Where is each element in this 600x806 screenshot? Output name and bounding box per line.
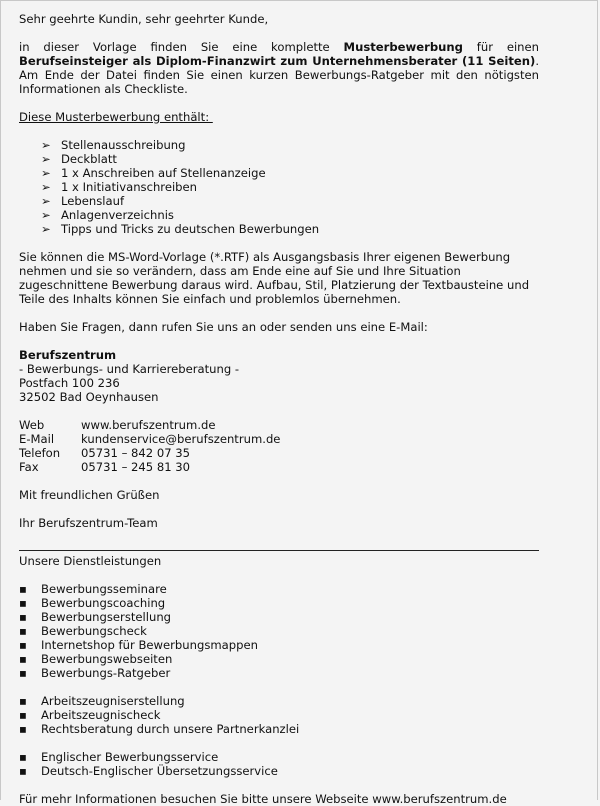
list-item-text: Bewerbungsseminare: [41, 582, 167, 596]
company-tagline: - Bewerbungs- und Karriereberatung -: [19, 362, 240, 376]
intro-text: . Am Ende der Datei finden Sie einen kurzen Bewerbungs-Ratgeber mit den nötigsten Informationen als Checkliste.: [19, 54, 539, 96]
list-item: [19, 180, 597, 194]
list-item-text: Anlagenverzeichnis: [61, 208, 174, 222]
contact-value[interactable]: www.berufszentrum.de: [81, 418, 216, 432]
company-street: Postfach 100 236: [19, 376, 120, 390]
list-item: [19, 596, 597, 610]
list-item: [19, 764, 597, 778]
intro-text: in dieser Vorlage finden Sie eine komplette: [19, 40, 344, 54]
list-item: [19, 722, 597, 736]
square-bullet-icon: ▪: [19, 596, 27, 610]
arrow-bullet-icon: ➢: [41, 152, 51, 166]
list-item: [19, 194, 597, 208]
list-item: [19, 624, 597, 638]
list-item-text: Bewerbungserstellung: [41, 610, 172, 624]
contents-heading: Diese Musterbewerbung enthält:: [19, 110, 213, 124]
square-bullet-icon: ▪: [19, 764, 27, 778]
list-item: [19, 638, 597, 652]
list-item-text: 1 x Initiativanschreiben: [61, 180, 198, 194]
list-item-text: Bewerbungscoaching: [41, 596, 166, 610]
questions-text: Haben Sie Fragen, dann rufen Sie uns an oder senden uns eine E-Mail:: [19, 320, 428, 334]
contact-label: Fax: [19, 460, 39, 474]
contact-label: Web: [19, 418, 45, 432]
list-item-text: Arbeitszeugniserstellung: [41, 694, 185, 708]
list-item: [19, 152, 597, 166]
intro-text: für einen: [462, 40, 539, 54]
contact-value: 05731 – 842 07 35: [81, 446, 191, 460]
usage-paragraph: Sie können die MS-Word-Vorlage (*.RTF) als Ausgangsbasis Ihrer eigenen Bewerbung nehmen und sie so verändern, dass am Ende eine auf Sie und Ihre Situation zugeschnittene Bewerbung daraus wird. Aufbau, Stil, Platzierung der Textbausteine und Teile des Inhalts können Sie einfach und problemlos übernehmen.: [19, 250, 530, 306]
list-item-text: Bewerbungswebseiten: [41, 652, 173, 666]
contact-label: Telefon: [19, 446, 61, 460]
list-item: [19, 708, 597, 722]
intro-paragraph: [19, 40, 539, 96]
arrow-bullet-icon: ➢: [41, 166, 51, 180]
company-address: [19, 348, 539, 404]
list-item: [19, 208, 597, 222]
contact-row: [19, 446, 539, 460]
list-item-text: Rechtsberatung durch unsere Partnerkanzlei: [41, 722, 300, 736]
square-bullet-icon: ▪: [19, 638, 27, 652]
contact-row: [19, 432, 539, 446]
square-bullet-icon: ▪: [19, 708, 27, 722]
services-list: [19, 694, 597, 736]
square-bullet-icon: ▪: [19, 582, 27, 596]
square-bullet-icon: ▪: [19, 666, 27, 680]
list-item-text: Lebenslauf: [61, 194, 125, 208]
list-item-text: Deutsch-Englischer Übersetzungsservice: [41, 764, 278, 778]
contact-row: [19, 460, 539, 474]
list-item-text: Arbeitszeugnischeck: [41, 708, 161, 722]
signature: Ihr Berufszentrum-Team: [19, 516, 158, 530]
contact-table: [19, 418, 539, 474]
services-list: [19, 582, 597, 680]
list-item: [19, 652, 597, 666]
arrow-bullet-icon: ➢: [41, 222, 51, 236]
list-item-text: Bewerbungscheck: [41, 624, 147, 638]
list-item: [19, 222, 597, 236]
contact-value[interactable]: kundenservice@berufszentrum.de: [81, 432, 281, 446]
list-item: [19, 610, 597, 624]
square-bullet-icon: ▪: [19, 624, 27, 638]
list-item-text: Tipps und Tricks zu deutschen Bewerbungen: [61, 222, 320, 236]
contact-label: E-Mail: [19, 432, 55, 446]
list-item: [19, 666, 597, 680]
company-name: Berufszentrum: [19, 348, 117, 362]
arrow-bullet-icon: ➢: [41, 208, 51, 222]
services-list: [19, 750, 597, 778]
arrow-bullet-icon: ➢: [41, 194, 51, 208]
square-bullet-icon: ▪: [19, 652, 27, 666]
list-item-text: Stellenausschreibung: [61, 138, 186, 152]
square-bullet-icon: ▪: [19, 722, 27, 736]
arrow-bullet-icon: ➢: [41, 138, 51, 152]
list-item-text: Deckblatt: [61, 152, 117, 166]
square-bullet-icon: ▪: [19, 610, 27, 624]
list-item: [19, 582, 597, 596]
closing: Mit freundlichen Grüßen: [19, 488, 160, 502]
list-item: [19, 138, 597, 152]
list-item: [19, 166, 597, 180]
contact-value: 05731 – 245 81 30: [81, 460, 191, 474]
square-bullet-icon: ▪: [19, 750, 27, 764]
company-city: 32502 Bad Oeynhausen: [19, 390, 159, 404]
intro-bold: Berufseinsteiger als Diplom-Finanzwirt zum Unternehmensberater (11 Seiten): [19, 54, 536, 68]
list-item-text: Internetshop für Bewerbungsmappen: [41, 638, 258, 652]
arrow-bullet-icon: ➢: [41, 180, 51, 194]
list-item: [19, 750, 597, 764]
footer-text: Für mehr Informationen besuchen Sie bitte unsere Webseite www.berufszentrum.de: [19, 792, 507, 806]
services-heading: Unsere Dienstleistungen: [19, 554, 162, 568]
list-item-text: Bewerbungs-Ratgeber: [41, 666, 171, 680]
greeting: Sehr geehrte Kundin, sehr geehrter Kunde,: [19, 12, 269, 26]
divider: [19, 550, 539, 551]
list-item: [19, 694, 597, 708]
intro-bold: Musterbewerbung: [343, 40, 463, 54]
contents-list: [19, 138, 597, 236]
square-bullet-icon: ▪: [19, 694, 27, 708]
list-item-text: 1 x Anschreiben auf Stellenanzeige: [61, 166, 266, 180]
list-item-text: Englischer Bewerbungsservice: [41, 750, 219, 764]
contact-row: [19, 418, 539, 432]
